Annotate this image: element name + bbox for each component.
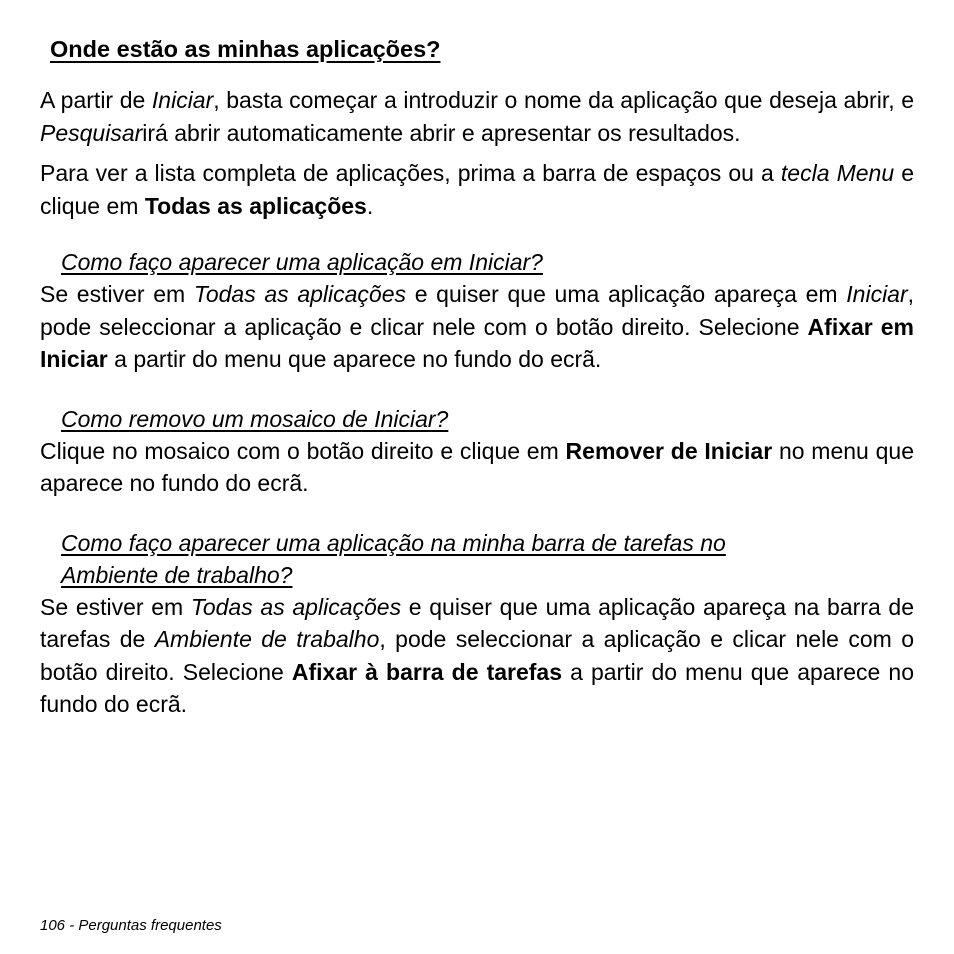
faq-question-pin-start: Como faço aparecer uma aplicação em Iniciar? bbox=[61, 249, 543, 275]
term-ambiente-de-trabalho: Ambiente de trabalho bbox=[154, 626, 380, 652]
term-todas-as-aplicacoes: Todas as aplicações bbox=[144, 192, 367, 219]
faq-answer-pin-taskbar bbox=[40, 591, 914, 721]
text-run: no menu que aparece no fundo do ecrã. bbox=[40, 437, 914, 496]
text-run: , basta começar a introduzir o nome da aplicação que deseja abrir, e bbox=[213, 87, 915, 113]
term-iniciar: Iniciar bbox=[151, 87, 214, 113]
text-run: A partir de bbox=[40, 87, 152, 113]
term-todas-as-aplicacoes: Todas as aplicações bbox=[190, 593, 402, 620]
question-line: Como faço aparecer uma aplicação na minha barra de tarefas no bbox=[61, 529, 726, 556]
text-run: e clique em bbox=[40, 160, 914, 219]
intro-paragraph-all-apps bbox=[40, 157, 914, 222]
faq-answer-pin-start bbox=[40, 278, 914, 376]
term-tecla-menu: tecla Menu bbox=[780, 160, 895, 186]
text-run: a partir do menu que aparece no fundo do ecrã. bbox=[40, 658, 914, 717]
text-run: Para ver a lista completa de aplicações, prima a barra de espaços ou a bbox=[40, 160, 781, 186]
page-footer bbox=[40, 917, 222, 934]
footer-section-name: Perguntas frequentes bbox=[78, 917, 222, 934]
footer-separator: - bbox=[65, 917, 79, 934]
text-run: Se estiver em bbox=[40, 281, 194, 307]
question-line: Ambiente de trabalho? bbox=[61, 561, 293, 588]
text-run: , pode seleccionar a aplicação e clicar nele com o botão direito. Selecione bbox=[40, 281, 915, 340]
faq-question-remove-tile: Como removo um mosaico de Iniciar? bbox=[61, 405, 449, 432]
term-afixar-em-iniciar: Afixar em Iniciar bbox=[40, 313, 915, 372]
page-number: 106 bbox=[40, 917, 66, 934]
text-run: , pode seleccionar a aplicação e clicar nele com o botão direito. Selecione bbox=[40, 626, 915, 685]
text-run: e quiser que uma aplicação apareça em bbox=[406, 281, 847, 307]
term-remover-de-iniciar: Remover de Iniciar bbox=[565, 437, 773, 464]
text-run: Clique no mosaico com o botão direito e clique em bbox=[40, 437, 566, 464]
text-run: Se estiver em bbox=[40, 593, 191, 620]
intro-paragraph-search bbox=[40, 84, 914, 149]
text-run: a partir do menu que aparece no fundo do ecrã. bbox=[107, 346, 602, 372]
text-run: e quiser que uma aplicação apareça na barra de tarefas de bbox=[40, 593, 915, 652]
text-run: . bbox=[366, 192, 374, 219]
section-title: Onde estão as minhas aplicações? bbox=[50, 36, 441, 62]
faq-question-pin-taskbar bbox=[61, 527, 914, 591]
term-todas-as-aplicacoes: Todas as aplicações bbox=[193, 281, 407, 307]
text-run: irá abrir automaticamente abrir e apresentar os resultados. bbox=[142, 119, 741, 146]
term-iniciar: Iniciar bbox=[846, 281, 908, 307]
term-afixar-a-barra-de-tarefas: Afixar à barra de tarefas bbox=[291, 658, 563, 685]
faq-answer-remove-tile bbox=[40, 435, 914, 500]
term-pesquisar: Pesquisar bbox=[40, 119, 143, 146]
document-page bbox=[40, 32, 914, 721]
